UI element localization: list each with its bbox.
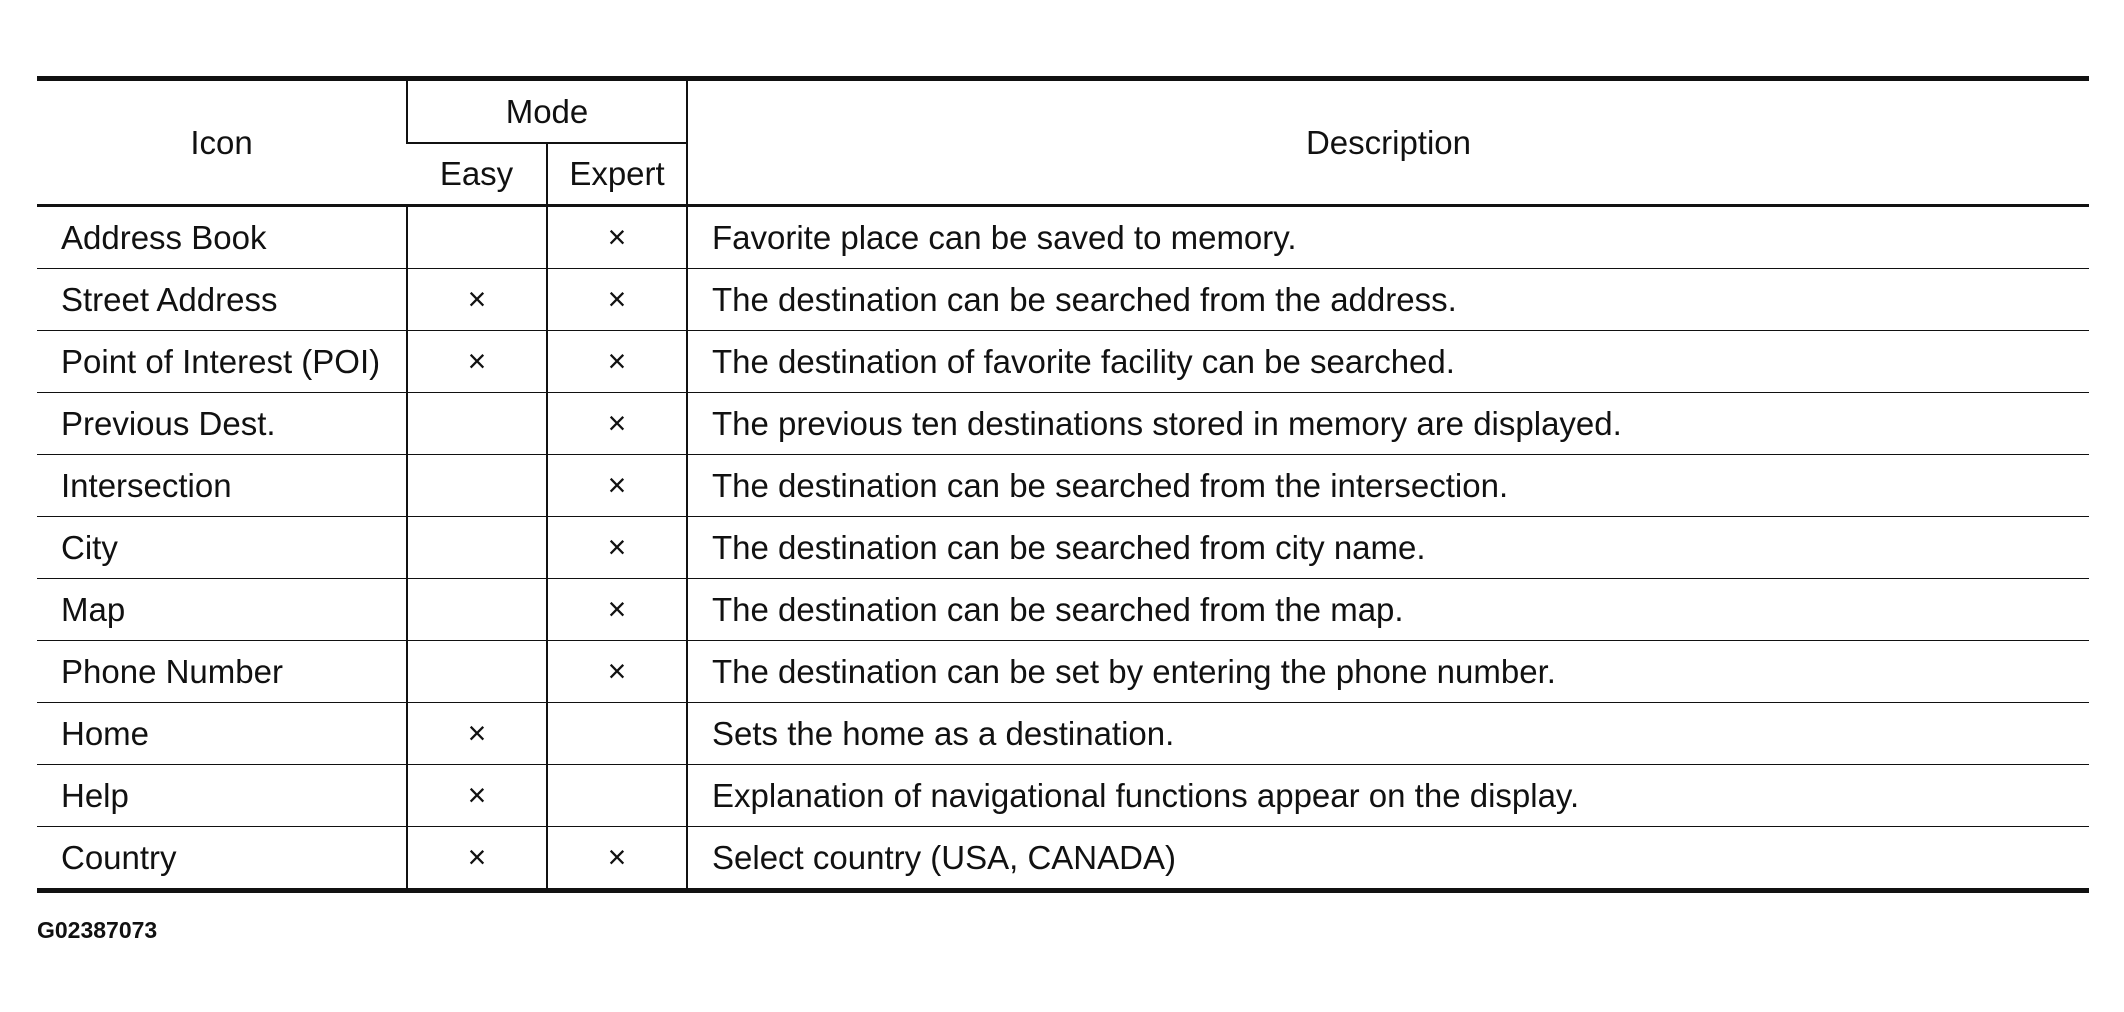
table-row	[37, 703, 2089, 765]
header-description: Description	[687, 79, 2089, 206]
row-easy-mark	[407, 393, 547, 455]
row-expert-mark: ×	[547, 206, 687, 269]
row-expert-mark: ×	[547, 393, 687, 455]
row-easy-mark: ×	[407, 269, 547, 331]
row-easy-mark	[407, 517, 547, 579]
row-icon-name: Point of Interest (POI)	[37, 331, 407, 393]
row-description: The destination can be searched from city name.	[687, 517, 2089, 579]
row-description: The destination can be searched from the map.	[687, 579, 2089, 641]
row-description: The destination can be set by entering the phone number.	[687, 641, 2089, 703]
header-mode: Mode	[407, 79, 687, 144]
row-icon-name: City	[37, 517, 407, 579]
table-row	[37, 641, 2089, 703]
row-easy-mark: ×	[407, 331, 547, 393]
row-icon-name: Country	[37, 827, 407, 891]
table-row	[37, 517, 2089, 579]
table-row	[37, 827, 2089, 891]
row-description: Explanation of navigational functions appear on the display.	[687, 765, 2089, 827]
table-row	[37, 331, 2089, 393]
row-easy-mark: ×	[407, 703, 547, 765]
table-header	[37, 79, 2089, 206]
figure-code: G02387073	[37, 917, 158, 943]
header-expert: Expert	[547, 143, 687, 206]
table-row	[37, 455, 2089, 517]
row-easy-mark: ×	[407, 765, 547, 827]
table-row	[37, 269, 2089, 331]
row-easy-mark	[407, 455, 547, 517]
table-row	[37, 765, 2089, 827]
row-expert-mark: ×	[547, 827, 687, 891]
header-icon: Icon	[190, 123, 253, 161]
table-row	[37, 206, 2089, 269]
row-expert-mark: ×	[547, 641, 687, 703]
row-expert-mark: ×	[547, 579, 687, 641]
row-icon-name: Address Book	[37, 206, 407, 269]
row-description: The previous ten destinations stored in memory are displayed.	[687, 393, 2089, 455]
row-icon-name: Map	[37, 579, 407, 641]
row-icon-name: Home	[37, 703, 407, 765]
row-icon-name: Street Address	[37, 269, 407, 331]
row-expert-mark: ×	[547, 455, 687, 517]
row-description: The destination can be searched from the address.	[687, 269, 2089, 331]
row-easy-mark	[407, 579, 547, 641]
row-description: Favorite place can be saved to memory.	[687, 206, 2089, 269]
row-easy-mark: ×	[407, 827, 547, 891]
row-expert-mark: ×	[547, 269, 687, 331]
table-body	[37, 206, 2089, 891]
table-row	[37, 393, 2089, 455]
row-icon-name: Phone Number	[37, 641, 407, 703]
table-row	[37, 579, 2089, 641]
row-easy-mark	[407, 206, 547, 269]
mode-table	[37, 76, 2089, 893]
row-icon-name: Previous Dest.	[37, 393, 407, 455]
row-easy-mark	[407, 641, 547, 703]
row-expert-mark	[547, 765, 687, 827]
row-icon-name: Intersection	[37, 455, 407, 517]
row-icon-name: Help	[37, 765, 407, 827]
row-description: The destination can be searched from the intersection.	[687, 455, 2089, 517]
row-expert-mark	[547, 703, 687, 765]
header-easy: Easy	[407, 143, 547, 206]
row-description: The destination of favorite facility can be searched.	[687, 331, 2089, 393]
row-description: Sets the home as a destination.	[687, 703, 2089, 765]
row-expert-mark: ×	[547, 517, 687, 579]
row-expert-mark: ×	[547, 331, 687, 393]
row-description: Select country (USA, CANADA)	[687, 827, 2089, 891]
